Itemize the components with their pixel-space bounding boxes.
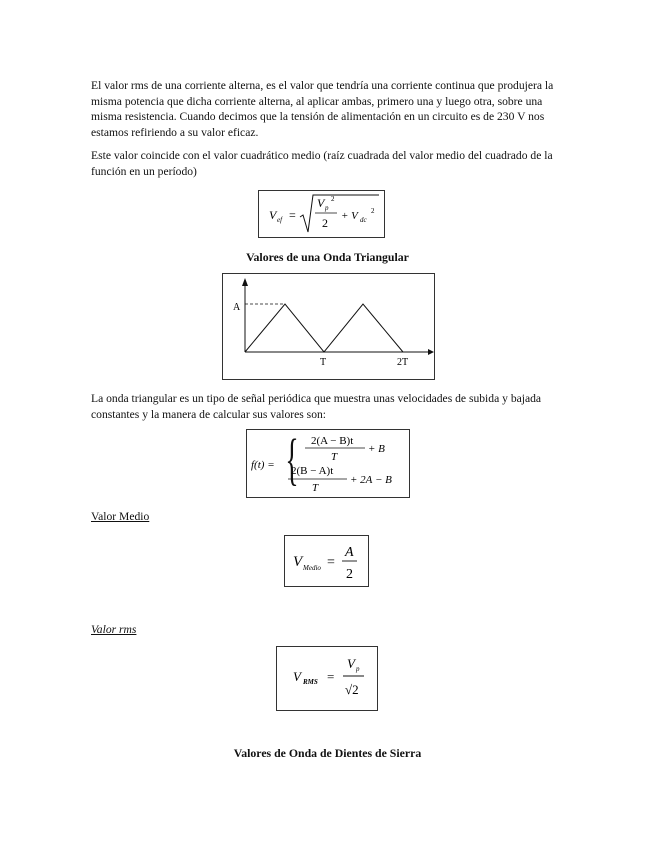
sqrt-sign (300, 195, 379, 232)
piecewise-lhs: f(t) = (251, 459, 275, 471)
formula-vef-box (258, 190, 385, 238)
valor-medio-label: Valor Medio (91, 510, 150, 523)
rms-num: V (347, 656, 355, 671)
medio-lhs: V (293, 554, 303, 570)
vef-dc-exp: 2 (371, 207, 375, 215)
intro-paragraph-1: El valor rms de una corriente alterna, es el valor que tendría una corriente continua que produjera la misma potencia que dicha corriente alterna, al aplicar ambas, primero una y luego otra, sobre una misma resistencia. Cuando decimos que la tensión de alimentación en un circuito es de 230 V nos estamos refiriendo a su valor eficaz. (91, 79, 554, 139)
svg-text:=: = (327, 669, 335, 684)
formula-vef (259, 191, 384, 237)
vef-dc-sub: dc (360, 216, 367, 224)
rms-den: √2 (345, 682, 359, 697)
medio-num: A (345, 545, 354, 560)
formula-piecewise (247, 430, 409, 497)
triangular-heading: Valores de una Onda Triangular (246, 250, 409, 264)
piecewise-line1-tail: + B (368, 443, 385, 455)
rms-lhs-sub: RMS (303, 678, 318, 686)
rms-lhs: V (293, 669, 301, 684)
valor-rms-label: Valor rms (91, 623, 137, 636)
label-t: T (320, 357, 327, 368)
vef-num: V (317, 196, 325, 210)
sierra-heading: Valores de Onda de Dientes de Sierra (233, 746, 422, 760)
formula-rms-box (276, 646, 378, 711)
piecewise-line2-tail: + 2A − B (350, 474, 392, 486)
vef-plus: + V (341, 210, 358, 222)
vef-exp: 2 (331, 195, 335, 203)
vef-num-sub: p (325, 204, 329, 212)
piecewise-line2-num: 2(B − A)t (291, 465, 334, 477)
label-2t: 2T (397, 357, 409, 368)
triangular-description: La onda triangular es un tipo de señal periódica que muestra unas velocidades de subida y bajada constantes y la manera de calcular sus valores son: (91, 392, 542, 421)
rms-num-sub: p (356, 665, 360, 673)
svg-text:{: { (285, 430, 299, 492)
intro-paragraph-2: Este valor coincide con el valor cuadrático medio (raíz cuadrada del valor medio del cuadrado de la función en un período) (91, 149, 553, 178)
vef-lhs: V (269, 208, 277, 222)
formula-piecewise-box (246, 429, 410, 498)
piecewise-line1-den: T (331, 451, 338, 463)
svg-text:=: = (289, 208, 296, 222)
vef-den: 2 (322, 216, 328, 230)
triangular-wave-figure (222, 273, 435, 380)
label-a: A (233, 302, 241, 313)
formula-medio-box (284, 535, 369, 587)
vef-lhs-sub: ef (277, 216, 283, 224)
medio-den: 2 (346, 567, 353, 582)
triangle-waveform (245, 304, 403, 352)
piecewise-line2-den: T (312, 482, 319, 494)
formula-rms (277, 647, 377, 710)
formula-medio (285, 536, 368, 586)
piecewise-line1-num: 2(A − B)t (311, 435, 354, 447)
medio-lhs-sub: Medio (303, 564, 321, 572)
svg-text:=: = (327, 555, 335, 570)
triangular-wave-diagram (223, 274, 434, 379)
